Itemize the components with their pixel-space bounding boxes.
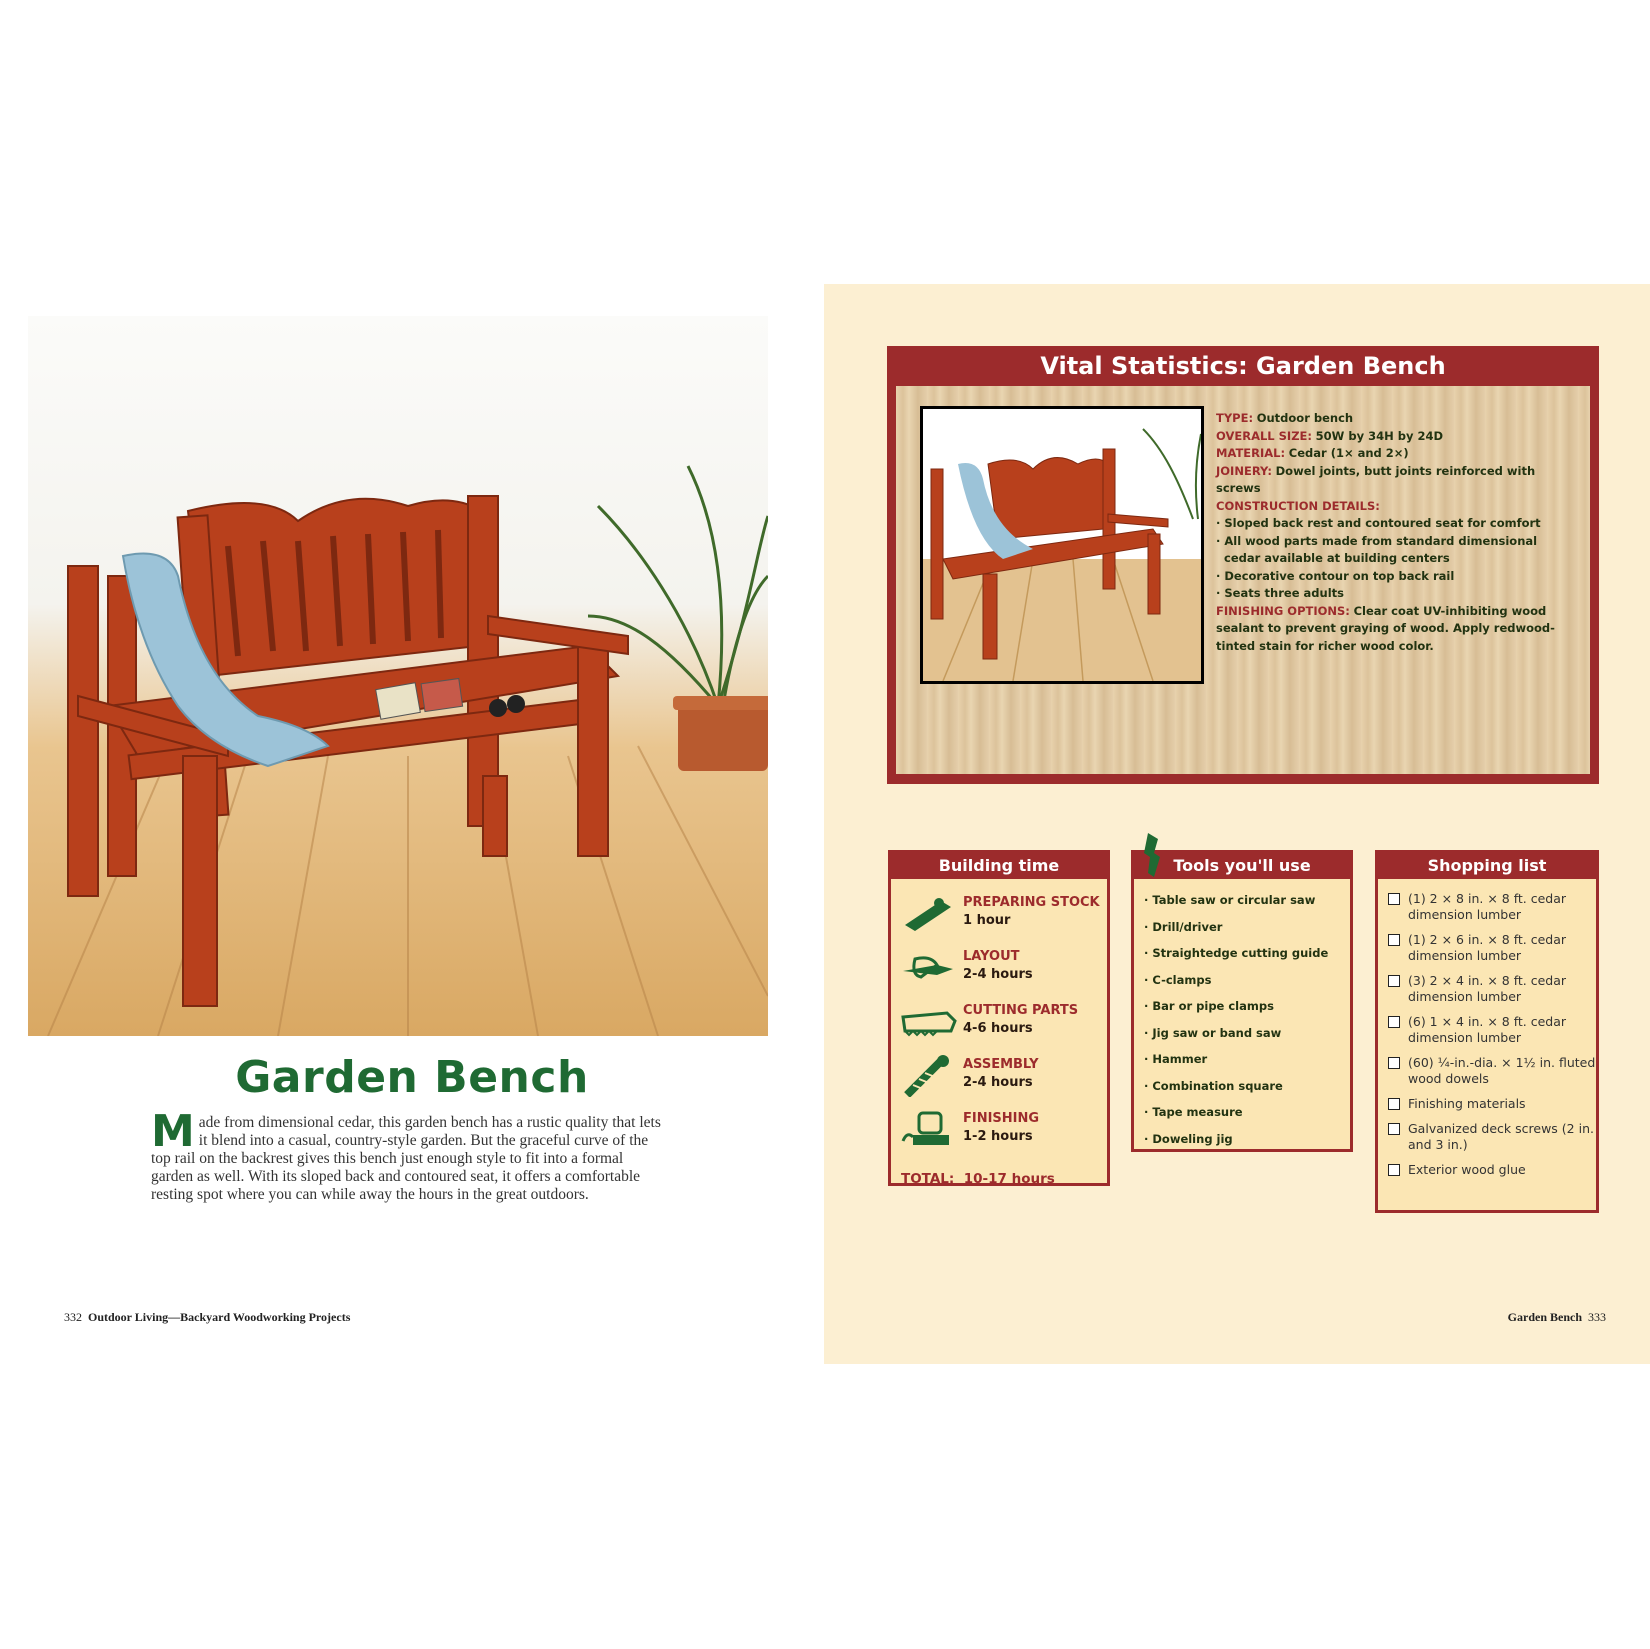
tool-item: · Drill/driver <box>1144 919 1223 934</box>
footer-text-left: Outdoor Living—Backyard Woodworking Projects <box>88 1310 351 1324</box>
drill-icon <box>1140 833 1166 883</box>
checkbox[interactable] <box>1388 1016 1400 1028</box>
step-label: LAYOUT <box>963 949 1020 964</box>
tool-item: · Doweling jig <box>1144 1131 1233 1146</box>
type-value: Outdoor bench <box>1256 411 1354 425</box>
type-row <box>1216 410 1576 428</box>
tool-item: · Tape measure <box>1144 1105 1243 1119</box>
tool-item: · Hammer <box>1144 1052 1208 1066</box>
page-title: Garden Bench <box>235 1052 589 1103</box>
plant <box>588 466 768 706</box>
bench-thumbnail-illustration <box>923 409 1201 681</box>
screw-icon <box>901 1055 957 1097</box>
left-page <box>0 284 824 1364</box>
tool-item: · Combination square <box>1144 1078 1283 1093</box>
shopping-item: (3) 2 × 4 in. × 8 ft. cedar dimension lumber <box>1386 973 1596 1005</box>
intro-paragraph <box>151 1106 663 1204</box>
step-time: 2-4 hours <box>963 967 1033 982</box>
joinery-value: Dowel joints, butt joints reinforced with screws <box>1216 463 1536 495</box>
vital-statistics-text <box>1216 410 1576 655</box>
step-label: CUTTING PARTS <box>963 1003 1079 1018</box>
shopping-item: Galvanized deck screws (2 in. and 3 in.) <box>1386 1121 1596 1153</box>
bench-photo <box>28 316 768 1036</box>
size-row <box>1216 428 1576 446</box>
footer-text-right: Garden Bench <box>1507 1310 1582 1324</box>
step-label: PREPARING STOCK <box>963 895 1100 910</box>
shopping-list-title: Shopping list <box>1378 853 1596 879</box>
plane-icon <box>901 893 957 935</box>
checkbox[interactable] <box>1388 1057 1400 1069</box>
step-time: 1 hour <box>963 913 1011 928</box>
step-time: 1-2 hours <box>963 1129 1033 1144</box>
construction-item: · Sloped back rest and contoured seat for comfort <box>1216 516 1541 530</box>
type-label: TYPE: <box>1216 411 1254 425</box>
saw-icon <box>901 1001 957 1043</box>
sander-icon <box>901 1109 957 1151</box>
bench-illustration <box>28 316 768 1036</box>
page-number-right: 333 <box>1588 1310 1606 1324</box>
material-label: MATERIAL: <box>1216 446 1286 460</box>
drop-cap: M <box>151 1106 195 1157</box>
tool-item: · Jig saw or band saw <box>1144 1025 1282 1040</box>
finishing-value: Clear coat UV-inhibiting wood sealant to prevent graying of wood. Apply redwood-tinted stain for richer wood color. <box>1216 603 1555 653</box>
vital-statistics-title: Vital Statistics: Garden Bench <box>1040 352 1446 380</box>
shopping-item: Finishing materials <box>1386 1096 1596 1112</box>
tool-item: · Bar or pipe clamps <box>1144 999 1274 1013</box>
construction-item: · All wood parts made from standard dimensional cedar available at building centers <box>1216 533 1538 565</box>
construction-label: CONSTRUCTION DETAILS: <box>1216 498 1380 513</box>
joinery-row <box>1216 463 1576 498</box>
checkbox[interactable] <box>1388 893 1400 905</box>
checkbox[interactable] <box>1388 1123 1400 1135</box>
total-time <box>901 1171 1055 1187</box>
construction-item: · Seats three adults <box>1216 586 1344 600</box>
construction-item: · Decorative contour on top back rail <box>1216 568 1455 583</box>
right-footer <box>1508 1310 1606 1325</box>
step-label: FINISHING <box>963 1111 1040 1126</box>
right-page <box>824 284 1650 1364</box>
checkbox[interactable] <box>1388 975 1400 987</box>
vital-statistics-panel <box>887 346 1599 784</box>
total-value: 10-17 hours <box>963 1171 1055 1187</box>
building-time-box <box>888 850 1110 1186</box>
tools-list <box>1144 893 1328 1158</box>
bench-thumbnail <box>920 406 1204 684</box>
page-number-left: 332 <box>64 1310 82 1324</box>
tools-box <box>1131 850 1353 1152</box>
tool-item: · C-clamps <box>1144 972 1212 987</box>
step-time: 2-4 hours <box>963 1075 1033 1090</box>
finishing-row <box>1216 603 1576 656</box>
tool-item: · Straightedge cutting guide <box>1144 946 1329 960</box>
step-time: 4-6 hours <box>963 1021 1033 1036</box>
building-time-title: Building time <box>891 853 1107 879</box>
total-label: TOTAL: <box>901 1171 955 1187</box>
material-value: Cedar (1× and 2×) <box>1288 446 1409 460</box>
tool-item: · Table saw or circular saw <box>1144 893 1316 907</box>
size-label: OVERALL SIZE: <box>1216 428 1312 443</box>
size-value: 50W by 34H by 24D <box>1315 428 1443 443</box>
finishing-label: FINISHING OPTIONS: <box>1216 603 1350 618</box>
checkbox[interactable] <box>1388 1164 1400 1176</box>
shopping-item: (60) ¼-in.-dia. × 1½ in. fluted wood dowels <box>1386 1055 1596 1087</box>
shopping-list-box <box>1375 850 1599 1213</box>
construction-list <box>1216 515 1576 603</box>
intro-text: ade from dimensional cedar, this garden bench has a rustic quality that lets it blend into a casual, country-style garden. But the graceful curve of the top rail on the backrest gives this bench just enough style to fit into a formal garden as well. With its sloped back and contoured seat, it offers a comfortable resting spot where you can while away the hours in the great outdoors. <box>151 1114 661 1203</box>
joinery-label: JOINERY: <box>1216 463 1272 478</box>
shopping-list <box>1386 891 1596 1187</box>
shopping-item: (1) 2 × 8 in. × 8 ft. cedar dimension lumber <box>1386 891 1596 923</box>
pencil-hand-icon <box>901 947 957 989</box>
checkbox[interactable] <box>1388 934 1400 946</box>
step-label: ASSEMBLY <box>963 1057 1039 1072</box>
shopping-item: (1) 2 × 6 in. × 8 ft. cedar dimension lumber <box>1386 932 1596 964</box>
checkbox[interactable] <box>1388 1098 1400 1110</box>
material-row <box>1216 445 1576 463</box>
shopping-item: Exterior wood glue <box>1386 1162 1596 1178</box>
vital-statistics-body <box>896 386 1590 774</box>
shopping-item: (6) 1 × 4 in. × 8 ft. cedar dimension lumber <box>1386 1014 1596 1046</box>
tools-title: Tools you'll use <box>1134 853 1350 879</box>
left-footer <box>64 1310 350 1325</box>
